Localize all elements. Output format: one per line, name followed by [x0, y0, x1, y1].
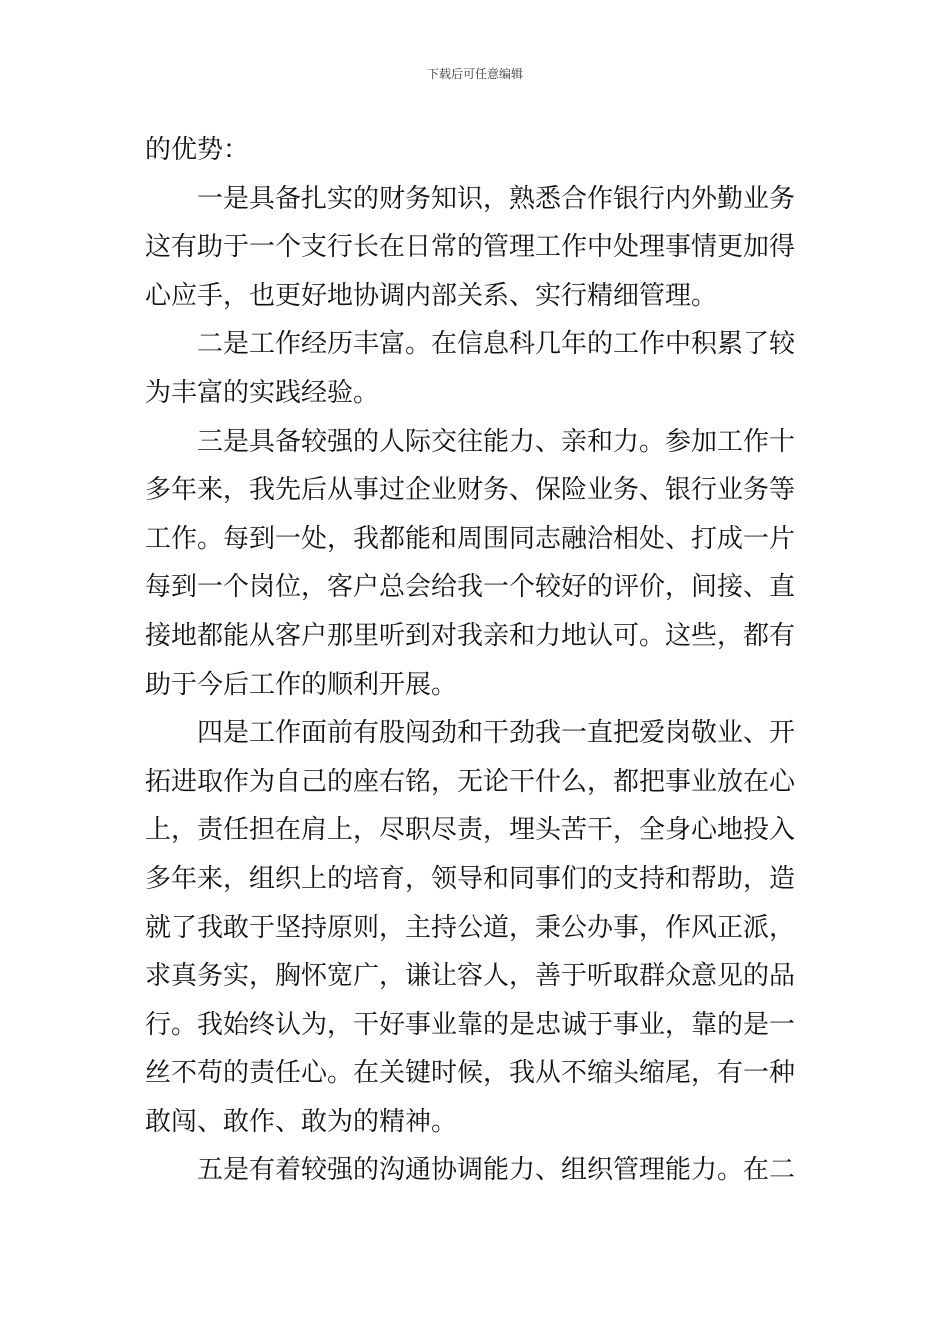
- text-line: 丝不苟的责任心。在关键时候，我从不缩头缩尾，有一种: [145, 1058, 796, 1089]
- text-line: 心应手，也更好地协调内部关系、实行精细管理。: [145, 280, 718, 311]
- text-line: 为丰富的实践经验。: [145, 377, 380, 408]
- text-line: 助于今后工作的顺利开展。: [145, 669, 458, 700]
- text-line: 接地都能从客户那里听到对我亲和力地认可。这些，都有: [145, 620, 796, 651]
- text-line: 拓进取作为自己的座右铭，无论干什么，都把事业放在心: [145, 766, 796, 797]
- text-line: 五是有着较强的沟通协调能力、组织管理能力。在二: [197, 1155, 796, 1186]
- text-line: 上，责任担在肩上，尽职尽责，埋头苦干，全身心地投入: [145, 815, 796, 846]
- text-line: 三是具备较强的人际交往能力、亲和力。参加工作十: [197, 426, 796, 457]
- text-line: 多年来，我先后从事过企业财务、保险业务、银行业务等: [145, 475, 796, 506]
- text-line: 就了我敢于坚持原则，主持公道，秉公办事，作风正派，: [145, 912, 796, 943]
- text-line: 的优势：: [145, 135, 250, 165]
- text-line: 二是工作经历丰富。在信息科几年的工作中积累了较: [197, 329, 796, 360]
- text-line: 工作。每到一处，我都能和周围同志融洽相处、打成一片: [145, 523, 796, 554]
- text-line: 敢闯、敢作、敢为的精神。: [145, 1106, 458, 1137]
- text-line: 行。我始终认为，干好事业靠的是忠诚于事业，靠的是一: [145, 1009, 796, 1040]
- text-line: 求真务实，胸怀宽广，谦让容人，善于听取群众意见的品: [145, 961, 796, 992]
- text-line: 一是具备扎实的财务知识，熟悉合作银行内外勤业务: [197, 183, 796, 214]
- text-line: 每到一个岗位，客户总会给我一个较好的评价，间接、直: [145, 572, 796, 603]
- document-body: [145, 126, 807, 1195]
- text-line: 四是工作面前有股闯劲和干劲我一直把爱岗敬业、开: [197, 718, 796, 749]
- page-header: 下载后可任意编辑: [426, 67, 523, 81]
- text-line: 这有助于一个支行长在日常的管理工作中处理事情更加得: [145, 232, 796, 263]
- text-line: 多年来，组织上的培育，领导和同事们的支持和帮助，造: [145, 863, 796, 894]
